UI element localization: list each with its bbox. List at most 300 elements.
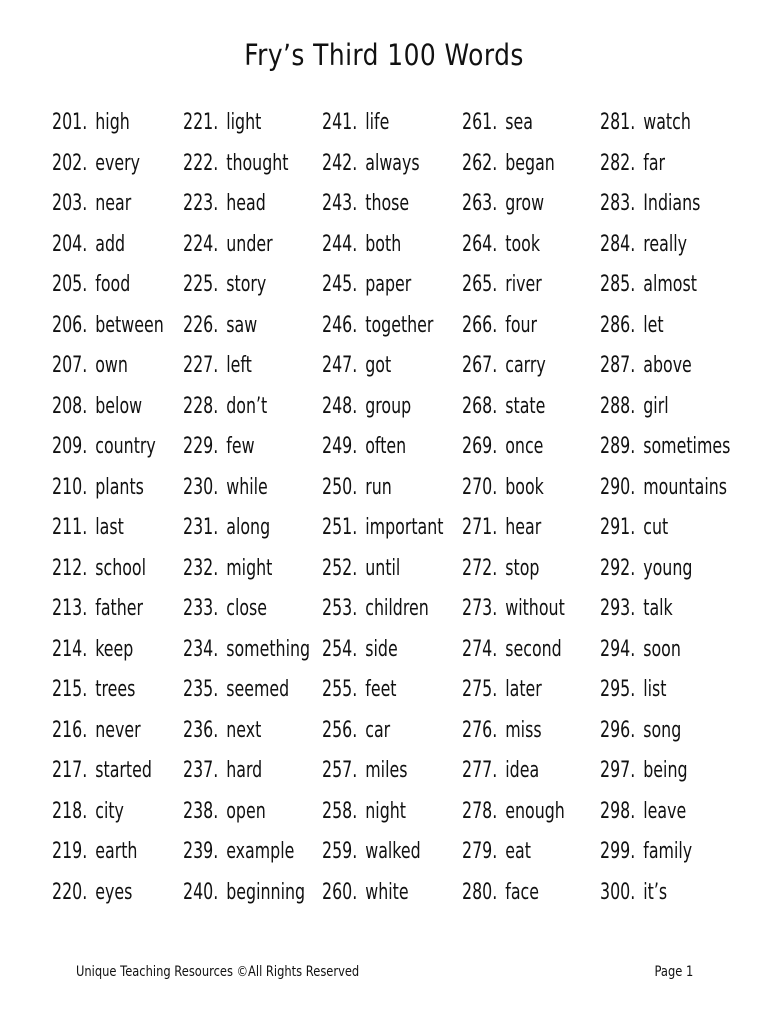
word-item <box>183 267 266 303</box>
word-item <box>322 105 389 141</box>
word-number: 284. <box>600 231 636 257</box>
word-text: really <box>643 231 687 257</box>
word-item <box>52 551 146 587</box>
word-text: hard <box>226 758 263 783</box>
word-item <box>462 834 531 870</box>
word-text: seemed <box>226 677 290 702</box>
word-item <box>52 308 164 344</box>
word-number: 255. <box>322 677 358 702</box>
word-text: face <box>505 879 539 905</box>
word-number: 231. <box>183 515 219 540</box>
word-item <box>183 551 272 587</box>
word-number: 282. <box>600 150 636 176</box>
word-number: 203. <box>52 191 88 216</box>
word-text: add <box>95 231 126 257</box>
word-number: 275. <box>462 677 498 702</box>
word-text: life <box>365 110 390 135</box>
word-text: book <box>505 474 544 500</box>
word-text: eyes <box>95 879 133 905</box>
word-item <box>52 429 156 465</box>
word-item <box>462 146 555 182</box>
word-text: started <box>95 758 152 783</box>
word-item <box>322 186 409 222</box>
word-number: 265. <box>462 272 498 297</box>
word-number: 253. <box>322 596 358 621</box>
word-item <box>600 551 692 587</box>
word-number: 206. <box>52 312 88 338</box>
word-text: cut <box>643 515 669 540</box>
word-number: 256. <box>322 717 358 743</box>
word-item <box>462 794 565 830</box>
word-number: 235. <box>183 677 219 702</box>
word-text: never <box>95 717 141 743</box>
word-item <box>322 551 400 587</box>
word-item <box>322 591 429 627</box>
word-text: miss <box>505 717 542 743</box>
word-text: together <box>365 312 434 338</box>
word-item <box>52 713 141 749</box>
word-number: 297. <box>600 758 636 783</box>
word-text: food <box>95 272 131 297</box>
word-number: 221. <box>183 110 219 135</box>
word-text: light <box>226 110 262 135</box>
word-number: 257. <box>322 758 358 783</box>
word-text: close <box>226 596 268 621</box>
word-item <box>462 267 542 303</box>
word-number: 270. <box>462 474 498 500</box>
word-text: talk <box>643 596 673 621</box>
word-number: 214. <box>52 636 88 662</box>
word-item <box>322 146 420 182</box>
word-text: walked <box>365 839 421 864</box>
word-item <box>462 348 546 384</box>
word-text: last <box>95 515 124 540</box>
word-number: 229. <box>183 434 219 459</box>
word-item <box>52 227 125 263</box>
word-text: later <box>505 677 542 702</box>
word-number: 208. <box>52 393 88 419</box>
word-item <box>183 308 257 344</box>
word-item <box>462 713 542 749</box>
word-text: began <box>505 150 555 176</box>
word-number: 232. <box>183 555 219 581</box>
word-number: 266. <box>462 312 498 338</box>
word-item <box>322 267 411 303</box>
word-number: 217. <box>52 758 88 783</box>
word-item <box>600 875 667 911</box>
word-number: 290. <box>600 474 636 500</box>
word-number: 220. <box>52 879 88 905</box>
word-item <box>462 389 545 425</box>
word-text: without <box>505 596 565 621</box>
word-text: mountains <box>643 474 728 500</box>
word-number: 274. <box>462 636 498 662</box>
word-number: 289. <box>600 434 636 459</box>
word-item <box>52 470 144 506</box>
word-number: 209. <box>52 434 88 459</box>
word-text: miles <box>365 758 408 783</box>
word-item <box>322 672 397 708</box>
word-number: 287. <box>600 353 636 378</box>
word-item <box>183 186 266 222</box>
word-item <box>183 146 289 182</box>
word-text: song <box>643 717 682 743</box>
word-text: group <box>365 393 412 419</box>
word-text: far <box>643 150 666 176</box>
word-number: 216. <box>52 717 88 743</box>
word-text: next <box>226 717 262 743</box>
word-item <box>322 834 421 870</box>
word-item <box>52 632 133 668</box>
word-number: 241. <box>322 110 358 135</box>
word-number: 227. <box>183 353 219 378</box>
word-number: 272. <box>462 555 498 581</box>
word-text: country <box>95 434 156 459</box>
word-number: 233. <box>183 596 219 621</box>
word-item <box>183 632 310 668</box>
word-item <box>600 794 686 830</box>
word-number: 228. <box>183 393 219 419</box>
word-text: earth <box>95 839 138 864</box>
word-text: car <box>365 717 391 743</box>
word-text: once <box>505 434 544 459</box>
word-item <box>600 146 665 182</box>
word-number: 264. <box>462 231 498 257</box>
word-number: 230. <box>183 474 219 500</box>
word-item <box>322 794 406 830</box>
word-text: don’t <box>226 393 268 419</box>
word-item <box>322 429 406 465</box>
word-text: something <box>226 636 311 662</box>
word-number: 211. <box>52 515 88 540</box>
word-item <box>322 470 392 506</box>
word-text: enough <box>505 798 565 824</box>
word-item <box>600 389 669 425</box>
word-number: 242. <box>322 150 358 176</box>
word-text: open <box>226 798 266 824</box>
word-number: 300. <box>600 879 636 905</box>
word-item <box>600 591 673 627</box>
word-item <box>462 105 533 141</box>
word-item <box>322 510 443 546</box>
word-item <box>183 591 267 627</box>
word-number: 279. <box>462 839 498 864</box>
word-text: always <box>365 150 420 176</box>
word-item <box>600 672 667 708</box>
word-number: 249. <box>322 434 358 459</box>
word-item <box>52 267 130 303</box>
word-item <box>462 429 543 465</box>
word-number: 299. <box>600 839 636 864</box>
word-item <box>183 429 255 465</box>
word-text: stop <box>505 555 540 581</box>
word-number: 292. <box>600 555 636 581</box>
word-text: story <box>226 272 267 297</box>
word-item <box>462 186 544 222</box>
word-number: 234. <box>183 636 219 662</box>
word-text: four <box>505 312 538 338</box>
word-number: 213. <box>52 596 88 621</box>
word-text: Indians <box>643 191 701 216</box>
word-number: 246. <box>322 312 358 338</box>
word-text: keep <box>95 636 134 662</box>
word-item <box>600 105 691 141</box>
word-item <box>183 834 294 870</box>
word-item <box>183 510 270 546</box>
word-number: 294. <box>600 636 636 662</box>
word-item <box>52 794 124 830</box>
word-text: thought <box>226 150 289 176</box>
word-item <box>600 834 692 870</box>
word-number: 295. <box>600 677 636 702</box>
word-item <box>52 672 135 708</box>
word-number: 278. <box>462 798 498 824</box>
word-item <box>52 146 140 182</box>
word-item <box>183 105 261 141</box>
word-text: father <box>95 596 144 621</box>
word-number: 276. <box>462 717 498 743</box>
word-text: example <box>226 839 295 864</box>
word-text: second <box>505 636 562 662</box>
word-item <box>52 186 131 222</box>
word-text: young <box>643 555 693 581</box>
word-item <box>183 348 252 384</box>
word-number: 250. <box>322 474 358 500</box>
word-text: head <box>226 191 266 216</box>
word-item <box>322 632 398 668</box>
word-text: watch <box>643 110 691 135</box>
word-text: being <box>643 758 688 783</box>
word-number: 210. <box>52 474 88 500</box>
word-text: river <box>505 272 542 297</box>
word-item <box>600 227 687 263</box>
word-text: below <box>95 393 143 419</box>
word-number: 239. <box>183 839 219 864</box>
word-text: sea <box>505 110 533 135</box>
footer-copyright: Unique Teaching Resources ©All Rights Reserved <box>76 964 360 980</box>
word-text: soon <box>643 636 681 662</box>
word-item <box>322 227 401 263</box>
footer-page-number: Page 1 <box>654 964 693 980</box>
word-number: 202. <box>52 150 88 176</box>
word-number: 283. <box>600 191 636 216</box>
word-text: let <box>643 312 664 338</box>
word-number: 205. <box>52 272 88 297</box>
word-item <box>183 753 262 789</box>
word-item <box>322 753 407 789</box>
word-text: grow <box>505 191 545 216</box>
word-text: both <box>365 231 402 257</box>
word-number: 247. <box>322 353 358 378</box>
word-text: those <box>365 191 410 216</box>
word-text: under <box>226 231 273 257</box>
word-number: 223. <box>183 191 219 216</box>
word-item <box>462 470 544 506</box>
word-item <box>462 510 541 546</box>
word-item <box>600 429 730 465</box>
word-text: almost <box>643 272 697 297</box>
word-text: hear <box>505 515 542 540</box>
word-number: 259. <box>322 839 358 864</box>
word-number: 222. <box>183 150 219 176</box>
word-text: girl <box>643 393 669 419</box>
word-number: 252. <box>322 555 358 581</box>
word-item <box>600 470 727 506</box>
word-item <box>600 308 664 344</box>
word-text: eat <box>505 839 531 864</box>
word-item <box>600 186 700 222</box>
word-item <box>462 875 539 911</box>
word-text: leave <box>643 798 687 824</box>
word-text: state <box>505 393 546 419</box>
word-text: sometimes <box>643 434 731 459</box>
word-text: between <box>95 312 164 338</box>
word-item <box>52 591 143 627</box>
word-text: school <box>95 555 147 581</box>
word-item <box>52 875 132 911</box>
word-text: children <box>365 596 429 621</box>
word-item <box>52 834 137 870</box>
word-item <box>183 227 273 263</box>
word-item <box>183 794 266 830</box>
word-text: city <box>95 798 124 824</box>
word-item <box>322 308 433 344</box>
word-number: 204. <box>52 231 88 257</box>
word-text: often <box>365 434 407 459</box>
word-number: 245. <box>322 272 358 297</box>
word-number: 262. <box>462 150 498 176</box>
word-item <box>462 753 539 789</box>
word-number: 207. <box>52 353 88 378</box>
word-number: 248. <box>322 393 358 419</box>
word-number: 240. <box>183 879 219 905</box>
word-item <box>462 672 542 708</box>
word-item <box>183 470 268 506</box>
word-item <box>52 348 128 384</box>
word-number: 218. <box>52 798 88 824</box>
word-item <box>322 875 409 911</box>
word-text: important <box>365 515 444 540</box>
word-number: 268. <box>462 393 498 419</box>
word-text: saw <box>226 312 258 338</box>
word-text: took <box>505 231 540 257</box>
word-number: 226. <box>183 312 219 338</box>
word-number: 291. <box>600 515 636 540</box>
word-item <box>600 267 697 303</box>
word-number: 263. <box>462 191 498 216</box>
word-text: it’s <box>643 879 668 905</box>
word-item <box>322 348 391 384</box>
word-number: 277. <box>462 758 498 783</box>
word-number: 244. <box>322 231 358 257</box>
word-number: 254. <box>322 636 358 662</box>
word-text: beginning <box>226 879 306 905</box>
word-item <box>462 308 537 344</box>
word-number: 201. <box>52 110 88 135</box>
word-text: near <box>95 191 132 216</box>
word-item <box>600 713 681 749</box>
word-number: 269. <box>462 434 498 459</box>
word-text: until <box>365 555 401 581</box>
word-text: left <box>226 353 252 378</box>
word-item <box>600 632 681 668</box>
word-item <box>462 551 539 587</box>
word-item <box>183 389 267 425</box>
word-item <box>462 632 562 668</box>
word-item <box>52 105 130 141</box>
word-text: side <box>365 636 398 662</box>
word-text: along <box>226 515 271 540</box>
word-number: 271. <box>462 515 498 540</box>
word-item <box>52 510 124 546</box>
word-number: 225. <box>183 272 219 297</box>
word-text: few <box>226 434 255 459</box>
word-text: list <box>643 677 667 702</box>
word-text: feet <box>365 677 397 702</box>
word-number: 280. <box>462 879 498 905</box>
word-text: own <box>95 353 128 378</box>
word-number: 285. <box>600 272 636 297</box>
word-number: 258. <box>322 798 358 824</box>
word-text: got <box>365 353 392 378</box>
word-number: 219. <box>52 839 88 864</box>
word-text: plants <box>95 474 144 500</box>
word-item <box>52 753 152 789</box>
word-item <box>462 591 565 627</box>
word-number: 260. <box>322 879 358 905</box>
word-list-grid <box>0 105 768 925</box>
word-text: might <box>226 555 273 581</box>
word-number: 224. <box>183 231 219 257</box>
word-item <box>52 389 142 425</box>
page-title: Fry’s Third 100 Words <box>244 38 524 72</box>
word-item <box>600 510 668 546</box>
word-item <box>183 875 305 911</box>
word-number: 267. <box>462 353 498 378</box>
word-number: 293. <box>600 596 636 621</box>
word-number: 238. <box>183 798 219 824</box>
word-item <box>600 348 692 384</box>
word-item <box>183 713 261 749</box>
word-number: 273. <box>462 596 498 621</box>
word-item <box>183 672 289 708</box>
word-item <box>462 227 540 263</box>
word-text: trees <box>95 677 136 702</box>
word-text: white <box>365 879 409 905</box>
word-text: carry <box>505 353 546 378</box>
word-number: 215. <box>52 677 88 702</box>
word-text: run <box>365 474 392 500</box>
word-number: 281. <box>600 110 636 135</box>
word-item <box>322 389 411 425</box>
word-number: 286. <box>600 312 636 338</box>
word-number: 212. <box>52 555 88 581</box>
word-number: 237. <box>183 758 219 783</box>
word-item <box>322 713 390 749</box>
word-number: 243. <box>322 191 358 216</box>
word-text: every <box>95 150 140 176</box>
word-number: 288. <box>600 393 636 419</box>
word-text: idea <box>505 758 540 783</box>
word-text: family <box>643 839 693 864</box>
word-item <box>600 753 688 789</box>
word-text: night <box>365 798 406 824</box>
word-number: 251. <box>322 515 358 540</box>
word-text: above <box>643 353 692 378</box>
word-number: 296. <box>600 717 636 743</box>
word-text: while <box>226 474 268 500</box>
word-number: 298. <box>600 798 636 824</box>
